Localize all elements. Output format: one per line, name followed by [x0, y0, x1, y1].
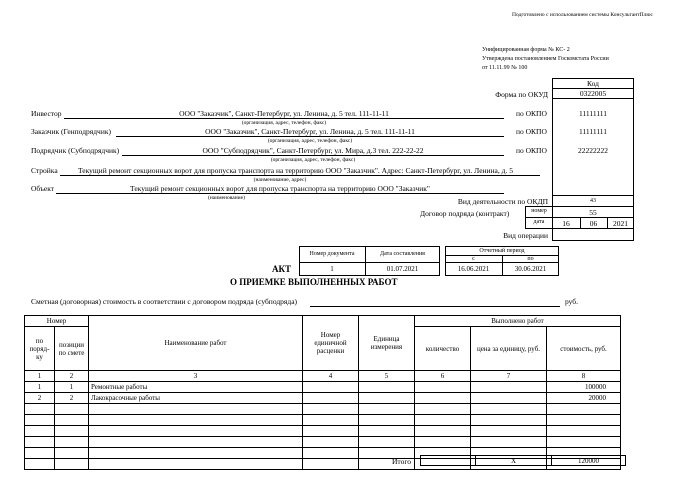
table-cell-name — [89, 448, 303, 459]
table-cell-unit — [359, 393, 415, 404]
table-cell-cost: 100000 — [547, 382, 621, 393]
site-value: Текущий ремонт секционных ворот для пропуска транспорта на территорию ООО "Заказчик". Адрес: Санкт-Петербург, ул. Ленина, д. 5 — [78, 166, 513, 175]
table-cell-unit — [359, 404, 415, 415]
contract-day: 16 — [562, 219, 570, 228]
table-cell-cost — [547, 415, 621, 426]
doc-number-value: 1 — [330, 265, 334, 273]
period-to-label: по — [527, 256, 534, 262]
table-cell-unit — [359, 437, 415, 448]
contract-number: 55 — [589, 208, 597, 217]
table-row — [25, 404, 621, 415]
table-cell-name — [89, 404, 303, 415]
table-cell-cost — [547, 437, 621, 448]
table-row — [25, 426, 621, 437]
cost-line-text: Сметная (договорная) стоимость в соответствии с договором подряда (субподряда) — [31, 297, 298, 306]
col-num: 7 — [471, 371, 547, 382]
okud-value: 0322005 — [579, 89, 607, 98]
th-order: по поряд- ку — [25, 327, 55, 371]
table-cell-pos — [55, 426, 89, 437]
table-cell-n — [25, 437, 55, 448]
form-header-line1: Унифицированная форма № КС- 2 — [482, 47, 570, 53]
cost-line-unit: руб. — [565, 297, 578, 306]
table-cell-cost — [547, 404, 621, 415]
period-to-value: 30.06.2021 — [514, 265, 547, 273]
col-num: 1 — [25, 371, 55, 382]
th-price: цена за единицу, руб. — [471, 327, 547, 371]
table-cell-price — [471, 415, 547, 426]
table-cell-name — [89, 437, 303, 448]
table-cell-price — [471, 437, 547, 448]
okud-label: Форма по ОКУД — [495, 90, 548, 99]
investor-value: ООО "Заказчик", Санкт-Петербург, ул. Ленина, д. 5 тел. 111-11-11 — [179, 109, 389, 118]
table-cell-price — [471, 382, 547, 393]
investor-okpo-label: по ОКПО — [516, 109, 547, 118]
object-value: Текущий ремонт секционных ворот для пропуска транспорта на территорию ООО "Заказчик" — [130, 184, 430, 193]
contractor-label: Подрядчик (Субподрядчик) — [31, 146, 120, 155]
col-num: 4 — [303, 371, 359, 382]
table-cell-pos: 1 — [55, 382, 89, 393]
table-cell-n: 2 — [25, 393, 55, 404]
th-number: Номер — [25, 316, 89, 327]
contractor-okpo-label: по ОКПО — [516, 146, 547, 155]
doc-number-header: Номер документа — [309, 251, 355, 257]
period-from-value: 16.06.2021 — [457, 265, 490, 273]
contract-month: 06 — [589, 219, 598, 228]
total-value: 120000 — [578, 456, 599, 465]
table-cell-pos — [55, 448, 89, 459]
table-cell-pos — [55, 404, 89, 415]
investor-label: Инвестор — [31, 109, 62, 118]
period-from-label: с — [472, 256, 475, 262]
table-cell-unit — [359, 382, 415, 393]
table-cell-code — [303, 426, 359, 437]
table-cell-n — [25, 404, 55, 415]
contract-label: Договор подряда (контракт) — [420, 209, 510, 218]
th-cost: стоимость, руб. — [547, 327, 621, 371]
table-cell-pos — [55, 437, 89, 448]
table-cell-pos — [55, 415, 89, 426]
table-cell-price — [471, 393, 547, 404]
table-cell-qty — [415, 393, 471, 404]
table-cell-pos: 2 — [55, 393, 89, 404]
table-cell-qty — [415, 426, 471, 437]
col-num: 5 — [359, 371, 415, 382]
site-hint: (наименование, адрес) — [253, 177, 307, 183]
period-header: Отчетный период — [479, 248, 525, 254]
doc-date-value: 01.07.2021 — [386, 265, 419, 273]
table-cell-n — [25, 448, 55, 459]
table-cell-name — [89, 415, 303, 426]
top-note: Подготовлено с использованием системы КонсультантПлюс — [512, 12, 653, 18]
th-qty: количество — [415, 327, 471, 371]
col-num: 8 — [547, 371, 621, 382]
th-name: Наименование работ — [89, 316, 303, 371]
th-measure: Единица измерения — [359, 316, 415, 371]
form-header-line3: от 11.11.99 № 100 — [482, 65, 528, 71]
okdp-value: 43 — [590, 198, 596, 204]
table-cell-n: 1 — [25, 382, 55, 393]
object-hint: (наименование) — [208, 195, 245, 201]
table-cell-price — [471, 426, 547, 437]
table-cell-name — [89, 426, 303, 437]
table-cell-code — [303, 437, 359, 448]
contract-year: 2021 — [613, 219, 628, 228]
total-x: X — [510, 456, 517, 465]
table-cell-unit — [359, 415, 415, 426]
form-header-line2: Утверждена постановлением Госкомстата России — [482, 56, 609, 62]
works-table — [24, 315, 621, 470]
object-label: Объект — [31, 184, 55, 193]
doc-date-header: Дата составления — [380, 251, 425, 257]
th-position: позиции по смете — [55, 327, 89, 371]
contractor-okpo: 22222222 — [578, 146, 608, 155]
table-cell-name: Лакокрасочные работы — [89, 393, 303, 404]
table-cell-n — [25, 459, 55, 470]
table-cell-code — [303, 393, 359, 404]
table-cell-code — [303, 415, 359, 426]
th-done: Выполнено работ — [415, 316, 621, 327]
customer-label: Заказчик (Генподрядчик) — [31, 127, 111, 136]
code-header: Код — [587, 79, 599, 88]
doc-title: О ПРИЕМКЕ ВЫПОЛНЕННЫХ РАБОТ — [230, 277, 398, 287]
table-cell-code — [303, 382, 359, 393]
table-cell-pos — [55, 459, 89, 470]
table-cell-code — [303, 404, 359, 415]
table-row — [25, 393, 621, 404]
table-row — [25, 415, 621, 426]
customer-okpo: 11111111 — [578, 127, 608, 136]
table-cell-qty — [415, 404, 471, 415]
table-cell-cost: 20000 — [547, 393, 621, 404]
operation-label: Вид операции — [503, 231, 548, 240]
table-cell-qty — [415, 382, 471, 393]
table-cell-cost — [547, 426, 621, 437]
contractor-hint: (организация, адрес, телефон, факс) — [270, 157, 356, 163]
act-label: АКТ — [272, 264, 292, 274]
table-row — [25, 382, 621, 393]
table-cell-code — [303, 448, 359, 459]
customer-okpo-label: по ОКПО — [516, 127, 547, 136]
table-cell-unit — [359, 426, 415, 437]
contract-date-label: дата — [533, 219, 545, 225]
table-cell-n — [25, 415, 55, 426]
th-unit-price-no: Номер единичной расценки — [303, 316, 359, 371]
table-cell-n — [25, 426, 55, 437]
table-cell-qty — [415, 415, 471, 426]
table-row — [25, 437, 621, 448]
col-num: 2 — [55, 371, 89, 382]
table-cell-price — [471, 404, 547, 415]
investor-okpo: 11111111 — [578, 109, 608, 118]
contractor-value: ООО "Субподрядчик", Санкт-Петербург, ул. Мира, д.3 тел. 222-22-22 — [202, 146, 424, 155]
okdp-label: Вид деятельности по ОКДП — [457, 197, 548, 206]
investor-hint: (организация, адрес, телефон, факс) — [241, 120, 327, 126]
site-label: Стройка — [31, 166, 58, 175]
total-label: Итого — [392, 457, 411, 466]
table-cell-name — [89, 459, 303, 470]
table-cell-code — [303, 459, 359, 470]
col-num: 6 — [415, 371, 471, 382]
customer-value: ООО "Заказчик", Санкт-Петербург, ул. Ленина, д. 5 тел. 111-11-11 — [205, 127, 415, 136]
table-cell-qty — [415, 437, 471, 448]
col-num: 3 — [89, 371, 303, 382]
customer-hint: (организация, адрес, телефон, факс) — [267, 138, 353, 144]
column-numbers-row — [25, 371, 621, 382]
contract-number-label: номер — [531, 208, 547, 214]
table-cell-name: Ремонтные работы — [89, 382, 303, 393]
